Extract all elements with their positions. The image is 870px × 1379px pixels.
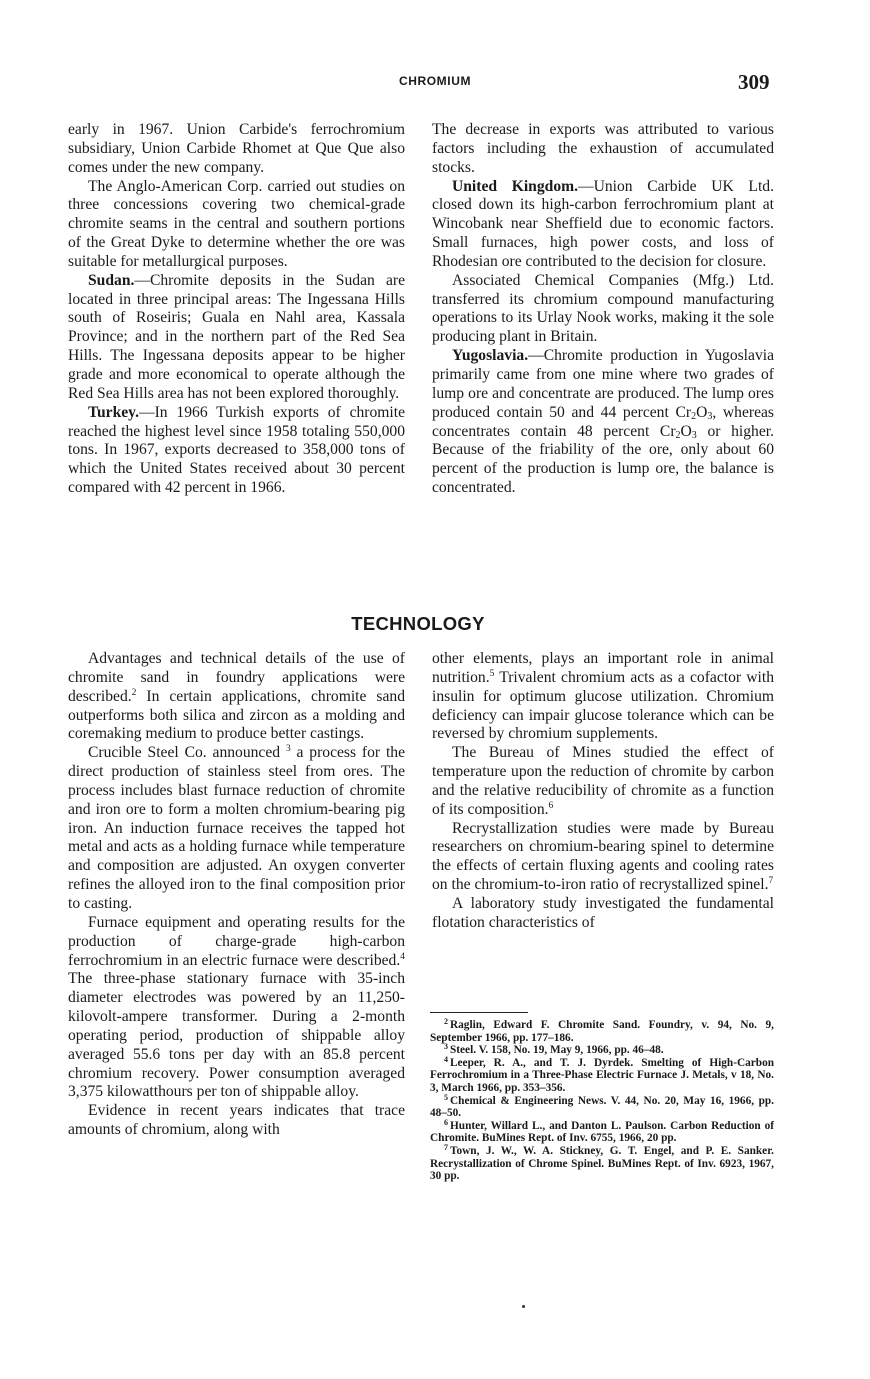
section-heading: TECHNOLOGY xyxy=(351,613,485,634)
paragraph-text: The Bureau of Mines studied the effect of temperature upon the reduction of chromite by carbon and the relative reducibility of chromite as a function of its composition. xyxy=(432,744,774,818)
top-right-column xyxy=(432,121,774,498)
footnote-text: Raglin, Edward F. Chromite Sand. Foundry, v. 94, No. 9, September 1966, pp. 177–186. xyxy=(430,1019,774,1044)
footnote-ref: 6 xyxy=(548,800,554,811)
footnote-text: Hunter, Willard L., and Danton L. Paulson. Carbon Reduction of Chromite. BuMines Rept. of Inv. 6755, 1966, 20 pp. xyxy=(430,1119,774,1145)
footnote-ref: 5 xyxy=(489,668,495,679)
paragraph-text: —Union Carbide UK Ltd. closed down its high-carbon ferrochromium plant at Wincobank near Sheffield due to economic factors. Small furnaces, high power costs, and loss of Rhodesian ore contributed to the decision for closure. xyxy=(432,177,774,270)
paragraph-text: , whereas concentrates contain 48 percent Cr xyxy=(432,403,774,440)
paragraph: The Anglo-American Corp. carried out studies on three concessions covering two chemical-grade chromite seams in the central and southern portions of the Great Dyke to determine whether the ore was suitable for metallurgical purposes. xyxy=(68,177,405,270)
footnote-ref: 7 xyxy=(768,876,774,887)
paragraph-text: The three-phase stationary furnace with 35-inch diameter electrodes was powered by an 11,250-kilovolt-ampere transformer. During a 2-month operating period, production of shippable alloy averaged 55.6 tons per day with an 85.8 percent chromium recovery. Power consumption averaged 3,375 kilowatthours per ton of shippable alloy. xyxy=(68,970,405,1101)
footnote-number: 4 xyxy=(444,1054,448,1064)
paragraph-uk xyxy=(432,178,774,272)
chem-text: O xyxy=(680,422,692,440)
footnote xyxy=(430,1019,774,1044)
paragraph-text: a process for the direct production of stainless steel from ores. The process includes blast furnace reduction of chromite and iron ore to form a molten chromium-bearing pig iron. An induction furnace receives the tapped hot metal and acts as a holding furnace while temperature and composition are adjusted. An oxygen converter refines the alloyed iron to the final composition prior to casting. xyxy=(68,744,406,912)
paragraph-text: Recrystallization studies were made by Bureau researchers on chromium-bearing spinel to determine the effects of certain fluxing agents and cooling rates on the chromium-to-iron ratio of recrystallized spinel. xyxy=(432,819,774,894)
footnote xyxy=(430,1142,774,1183)
paragraph: A laboratory study investigated the fundamental flotation characteristics of xyxy=(432,894,774,931)
paragraph-text: or higher. Because of the friability of the ore, only about 60 percent of the production is lump ore, the balance is concentrated. xyxy=(432,422,774,497)
paragraph-text: Trivalent chromium acts as a cofactor with insulin for optimum glucose utilization. Chromium deficiency can impair glucose tolerance which can be reversed by chromium supplements. xyxy=(432,668,774,743)
paragraph xyxy=(432,744,774,819)
footnote-text: Chemical & Engineering News. V. 44, No. 20, May 16, 1966, pp. 48–50. xyxy=(430,1094,774,1120)
footnote-divider xyxy=(430,1012,528,1013)
paragraph-text: —Chromite production in Yugoslavia primarily came from one mine where two grades of lump ore and concentrate are produced. The lump ores produced contain 50 and 44 percent Cr xyxy=(432,347,774,421)
footnote-ref: 2 xyxy=(131,687,137,698)
subscript: 3 xyxy=(691,429,697,441)
subscript: 3 xyxy=(707,410,713,422)
footnote-text: Town, J. W., W. A. Stickney, G. T. Engel, and P. E. Sanker. Recrystallization of Chrome Spinel. BuMines Rept. of Inv. 6923, 1967, 30 pp. xyxy=(430,1144,774,1183)
page-number: 309 xyxy=(738,70,770,94)
footnote-ref: 3 xyxy=(285,744,291,755)
country-heading: Yugoslavia. xyxy=(452,347,529,365)
footnote xyxy=(430,1054,774,1095)
paragraph-yugoslavia xyxy=(432,347,774,498)
paragraph-text: —In 1966 Turkish exports of chromite reached the highest level since 1958 totaling 550,000 tons. In 1967, exports decreased to 358,000 tons of which the United States received about 30 percent compared with 42 percent in 1966. xyxy=(68,403,405,497)
footnote-ref: 4 xyxy=(400,951,405,962)
chem-text: O xyxy=(696,403,708,421)
paragraph: Evidence in recent years indicates that trace amounts of chromium, along with xyxy=(68,1102,405,1139)
paragraph-text: In certain applications, chromite sand outperforms both silica and zircon as a molding and coremaking medium to produce better castings. xyxy=(68,687,405,743)
country-heading: United Kingdom. xyxy=(452,177,578,195)
paragraph-text: Furnace equipment and operating results for the production of charge-grade high-carbon ferrochromium in an electric furnace were described. xyxy=(68,913,405,969)
top-left-column xyxy=(68,121,405,498)
bottom-right-column xyxy=(432,650,774,933)
running-head: CHROMIUM xyxy=(398,74,472,88)
paragraph: early in 1967. Union Carbide's ferrochromium subsidiary, Union Carbide Rhomet at Que Que also comes under the new company. xyxy=(68,121,405,176)
footnote-number: 2 xyxy=(444,1017,448,1026)
footnote-number: 3 xyxy=(444,1042,448,1052)
footnote-text: Steel. V. 158, No. 19, May 9, 1966, pp. 46–48. xyxy=(450,1044,664,1057)
print-speck xyxy=(522,1305,525,1308)
paragraph-text: Advantages and technical details of the use of chromite sand in foundry applications were described. xyxy=(68,650,405,705)
footnote xyxy=(430,1092,774,1120)
footnote xyxy=(430,1117,774,1145)
paragraph-sudan xyxy=(68,272,405,404)
paragraph xyxy=(68,650,405,744)
paragraph xyxy=(432,650,774,744)
footnote-number: 7 xyxy=(444,1142,448,1152)
paragraph: Associated Chemical Companies (Mfg.) Ltd. transferred its chromium compound manufacturing operations to its Urlay Nook works, making it the sole producing plant in Britain. xyxy=(432,271,774,346)
subscript: 2 xyxy=(675,429,681,441)
footnote-number: 6 xyxy=(444,1117,448,1127)
paragraph xyxy=(68,914,405,1102)
subscript: 2 xyxy=(691,410,697,422)
footnote xyxy=(430,1044,774,1057)
paragraph xyxy=(68,744,405,914)
paragraph xyxy=(432,820,774,895)
bottom-left-column xyxy=(68,650,405,1140)
country-heading: Turkey. xyxy=(88,403,139,421)
footnotes xyxy=(430,1019,774,1183)
paragraph: The decrease in exports was attributed to various factors including the exhaustion of accumulated stocks. xyxy=(432,121,774,176)
paragraph-text: Crucible Steel Co. announced xyxy=(88,744,281,762)
footnote-number: 5 xyxy=(444,1092,448,1102)
footnote-text: Leeper, R. A., and T. J. Dyrdek. Smelting of High-Carbon Ferrochromium in a Three-Phase Electric Furnace J. Metals, v 18, No. 3, March 1966, pp. 353–356. xyxy=(430,1056,774,1094)
country-heading: Sudan. xyxy=(88,271,135,289)
paragraph-text: other elements, plays an important role in animal nutrition. xyxy=(432,650,774,686)
paragraph-text: —Chromite deposits in the Sudan are located in three principal areas: The Ingessana Hills south of Roseiris; Guala en Nahl area, Kassala Province; and in the northern part of the Red Sea Hills. The Ingessana deposits appear to be higher grade and more economical to operate although the Red Sea Hills area has not been explored thoroughly. xyxy=(68,271,405,402)
paragraph-turkey xyxy=(68,404,405,498)
